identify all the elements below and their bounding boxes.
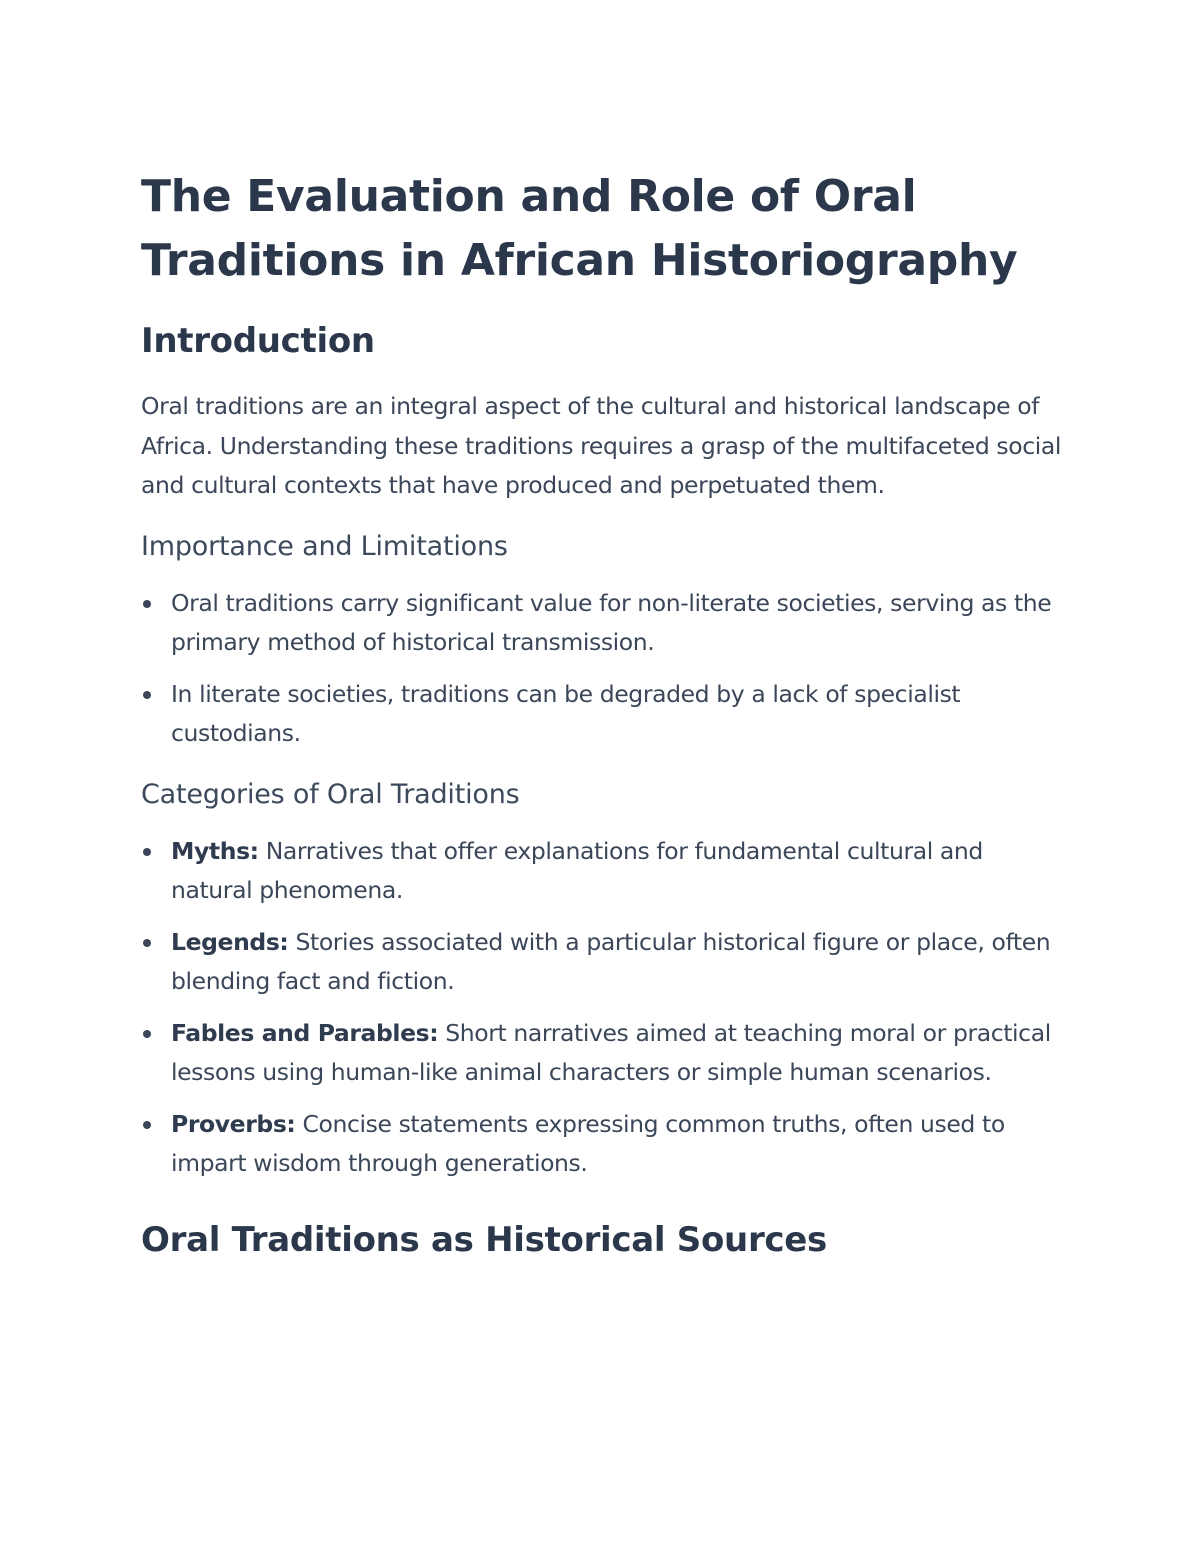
- list-item: [141, 675, 1071, 754]
- category-term: Fables and Parables:: [171, 1018, 439, 1047]
- category-description: Short narratives aimed at teaching moral or practical lessons using human-like animal characters or simple human scenarios.: [171, 1018, 1051, 1086]
- bullet-icon: [143, 848, 151, 856]
- category-term: Legends:: [171, 927, 289, 956]
- list-item: [141, 832, 1071, 911]
- list-item-text: Oral traditions carry significant value for non-literate societies, serving as the primary method of historical transmission.: [171, 588, 1052, 656]
- category-term: Proverbs:: [171, 1109, 296, 1138]
- list-item: [141, 1105, 1071, 1184]
- document-title: The Evaluation and Role of Oral Traditions in African Historiography: [141, 171, 1018, 286]
- introduction-heading: Introduction: [141, 321, 375, 361]
- introduction-paragraph: Oral traditions are an integral aspect of the cultural and historical landscape of Africa. Understanding these traditions requires a grasp of the multifaceted social and cultural contexts that have produced and perpetuated them.: [141, 392, 1062, 499]
- category-description: Concise statements expressing common truths, often used to impart wisdom through generations.: [171, 1109, 1005, 1177]
- list-item: [141, 584, 1071, 663]
- importance-list: [141, 584, 1071, 754]
- document-page: [141, 165, 1071, 1262]
- category-term: Myths:: [171, 836, 259, 865]
- bullet-icon: [143, 939, 151, 947]
- list-item-text: In literate societies, traditions can be degraded by a lack of specialist custodians.: [171, 679, 961, 747]
- bullet-icon: [143, 600, 151, 608]
- bullet-icon: [143, 1121, 151, 1129]
- bullet-icon: [143, 1030, 151, 1038]
- sources-heading: Oral Traditions as Historical Sources: [141, 1219, 827, 1260]
- list-item: [141, 1014, 1071, 1093]
- categories-heading: Categories of Oral Traditions: [141, 778, 520, 810]
- importance-heading: Importance and Limitations: [141, 530, 508, 562]
- categories-list: [141, 832, 1071, 1184]
- bullet-icon: [143, 691, 151, 699]
- category-description: Narratives that offer explanations for fundamental cultural and natural phenomena.: [171, 836, 983, 904]
- list-item: [141, 923, 1071, 1002]
- category-description: Stories associated with a particular historical figure or place, often blending fact and fiction.: [171, 927, 1051, 995]
